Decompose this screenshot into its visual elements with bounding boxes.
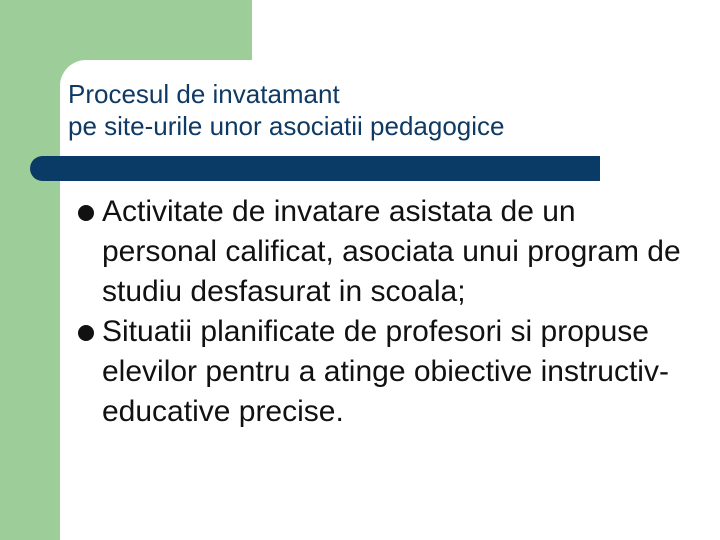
bullet-text: Activitate de invatare asistata de un personal calificat, asociata unui program de studiu desfasurat in scoala; <box>102 195 681 308</box>
title-line-2: pe site-urile unor asociatii pedagogice <box>68 111 505 141</box>
bullet-list <box>78 192 698 432</box>
bullet-text: Situatii planificate de profesori si propuse elevilor pentru a atinge obiective instructiv-educative precise. <box>102 315 669 428</box>
bullet-dot-icon <box>78 205 94 221</box>
title-line-1: Procesul de invatamant <box>68 79 340 109</box>
bullet-item <box>78 192 698 312</box>
bullet-dot-icon <box>78 325 94 341</box>
title-rule-bar <box>42 156 600 181</box>
slide-title <box>68 78 505 142</box>
bullet-item <box>78 312 698 432</box>
